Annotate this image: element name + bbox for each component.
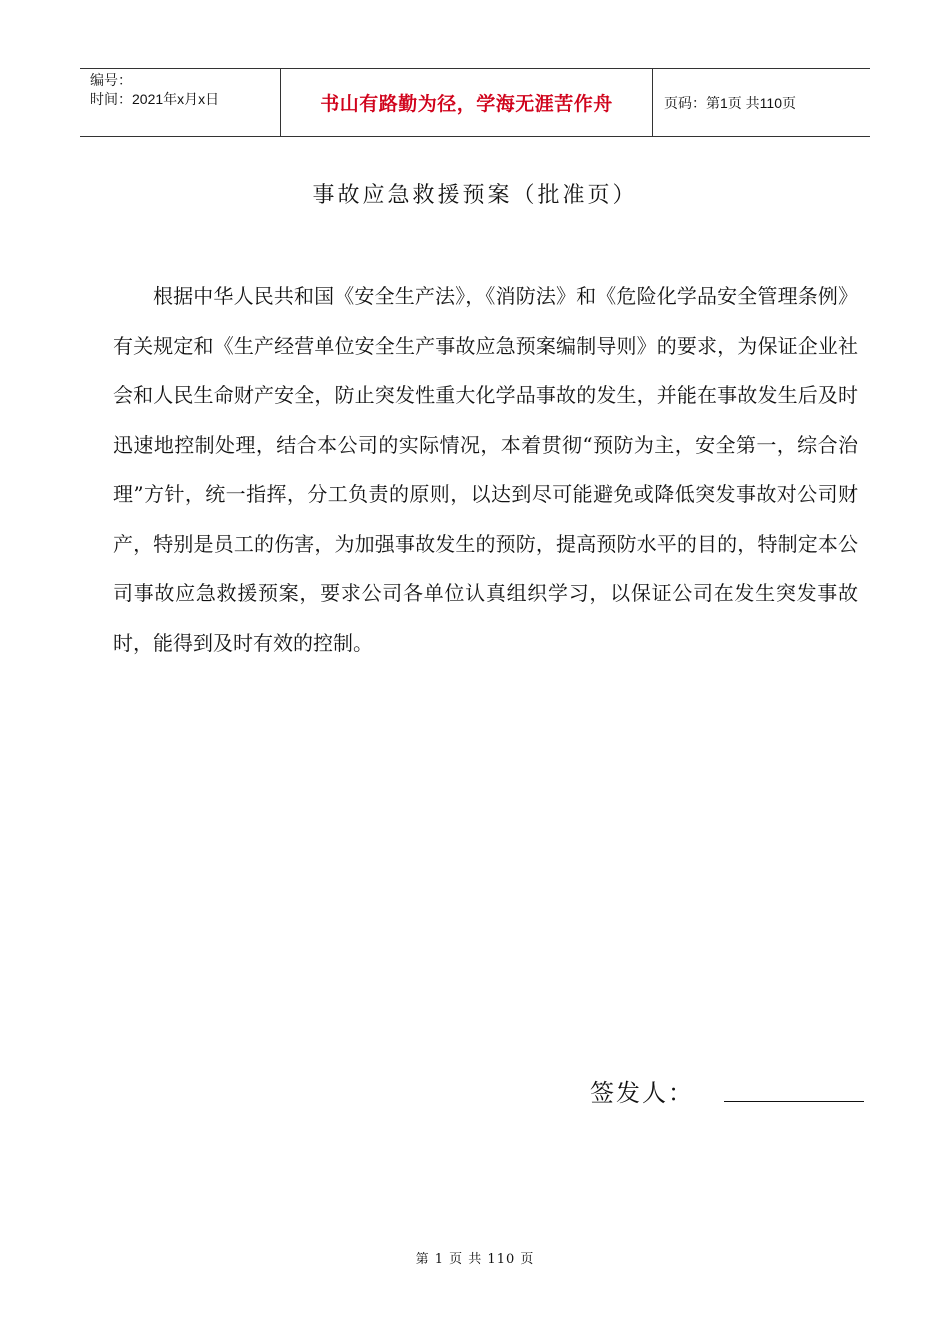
signer-block xyxy=(590,1073,864,1108)
document-body-paragraph: 根据中华人民共和国《安全生产法》，《消防法》和《危险化学品安全管理条例》有关规定和《生产经营单位安全生产事故应急预案编制导则》的要求，为保证企业社会和人民生命财产安全，防止突发性重大化学品事故的发生，并能在事故发生后及时迅速地控制处理，结合本公司的实际情况，本着贯彻“预防为主，安全第一，综合治理”方针，统一指挥，分工负责的原则，以达到尽可能避免或降低突发事故对公司财产，特别是员工的伤害，为加强事故发生的预防，提高预防水平的目的，特制定本公司事故应急救援预案，要求公司各单位认真组织学习，以保证公司在发生突发事故时，能得到及时有效的控制。 xyxy=(113,284,858,655)
page-header xyxy=(80,68,870,137)
document-number-label: 编号： xyxy=(90,72,132,88)
header-motto: 书山有路勤为径，学海无涯苦作舟 xyxy=(281,69,653,136)
signature-line xyxy=(724,1100,864,1102)
header-meta xyxy=(80,69,281,136)
page-footer: 第 1 页 共 110 页 xyxy=(415,1252,535,1267)
header-page-info: 页码：第1页 共110页 xyxy=(664,94,796,111)
document-title: 事故应急救援预案（批准页） xyxy=(312,183,638,208)
document-time-label: 时间：2021年x月x日 xyxy=(90,91,220,107)
signer-label: 签发人： xyxy=(590,1079,694,1107)
